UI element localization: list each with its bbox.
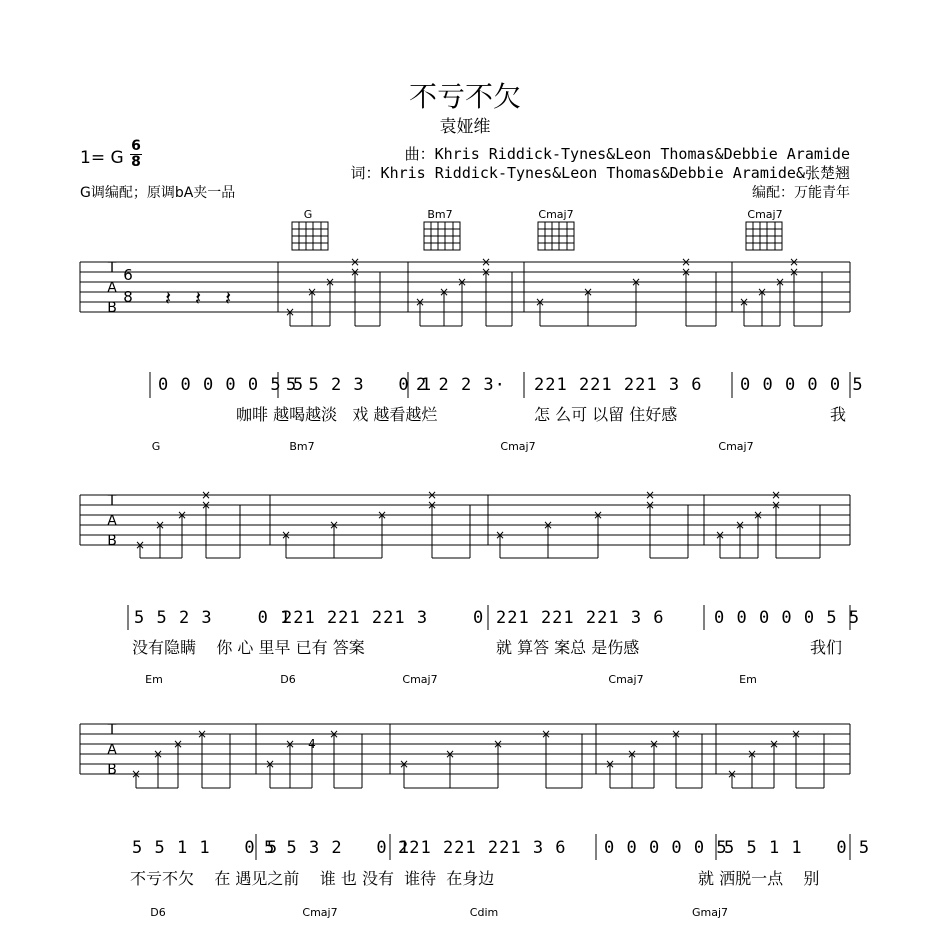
tab-note: × [494,528,506,542]
tab-letter: B [107,300,117,316]
chord-name: Gmaj7 [691,906,729,919]
tab-note: × [582,285,594,299]
chord-name: Bm7 [289,440,315,453]
tab-letter: A [107,742,117,758]
tab-note: × [349,265,361,279]
jianpu-measure: 0 0 0 0 0 5 5 [714,608,861,628]
lyricist-credit: 词：Khris Riddick-Tynes&Leon Thomas&Debbie Aramide&张楚翘 [350,164,850,182]
tab-note: × [414,295,426,309]
tab-note: × [196,727,208,741]
composer-credit: 曲：Khris Riddick-Tynes&Leon Thomas&Debbie Aramide [404,145,850,163]
jianpu-measure: 221 221 221 3 6 [496,608,665,628]
tab-note: × [788,265,800,279]
lyric-line: 我 [830,405,847,424]
chord-name: G [303,208,313,221]
tab-note: × [134,538,146,552]
jianpu-measure: 2 2 2 3· [416,375,506,395]
chord-name: Cmaj7 [402,673,438,686]
chord-diagram-g [292,222,328,250]
time-signature-top: 6 [131,138,141,154]
jianpu-measure: 0 0 0 0 0 5 5 [158,375,305,395]
tab-note: × [644,488,656,502]
tab-note: × [280,528,292,542]
tab-note: × [534,295,546,309]
rest-symbol: 𝄽 [224,286,232,310]
jianpu-measure: 5 5 1 1 0 5 [132,838,279,858]
jianpu-measure: 221 221 221 3 6 [398,838,567,858]
jianpu-measure: 221 221 221 3 6 [534,375,703,395]
tab-note: × [540,727,552,741]
lyric-line: 就 算答 案总 是伤感 [496,638,640,657]
lyric-line: 我们 [810,638,843,657]
chord-diagram-bm7 [424,222,460,250]
tab-note: × [480,255,492,269]
tab-note: × [714,528,726,542]
tab-note: × [328,727,340,741]
chord-name: Em [145,673,163,686]
tab-note: × [176,508,188,522]
chord-name: D6 [280,673,296,686]
arranger-credit: 编配：万能青年 [752,185,850,201]
jianpu-measure: 221 221 221 3 0 [282,608,485,628]
chord-name: Em [739,673,757,686]
tab-note: × [592,508,604,522]
tab-letter: B [107,762,117,778]
tab-note: × [480,265,492,279]
tab-note: × [746,747,758,761]
tab-note: × [438,285,450,299]
chord-name: Bm7 [427,208,453,221]
tab-note: × [398,757,410,771]
lyric-line: 怎 么可 以留 住好感 [534,405,678,424]
tab-note: × [738,295,750,309]
rest-symbol: 𝄽 [194,286,202,310]
tab-note: × [604,757,616,771]
tab-note: × [264,757,276,771]
lyric-line: 咖啡 越喝越淡 戏 越看越烂 [236,405,438,424]
chord-name: Cdim [469,906,499,919]
tab-note: × [756,285,768,299]
tab-letter: B [107,533,117,549]
tab-note: × [426,498,438,512]
tab-note: × [644,498,656,512]
chord-name: Cmaj7 [302,906,338,919]
lyric-line: 不亏不欠 在 遇见之前 谁 也 没有 谁待 在身边 [130,869,495,888]
capo-note: G调编配；原调bA夹一品 [80,185,236,201]
tab-note: × [200,498,212,512]
tab-note: × [648,737,660,751]
tab-letter: T [107,722,117,738]
tab-note: × [788,255,800,269]
tab-note: × [376,508,388,522]
tab-letter: T [107,493,117,509]
tab-note: × [284,305,296,319]
chord-diagram-cmaj7 [746,222,782,250]
tab-note: × [426,488,438,502]
tab-note: × [324,275,336,289]
lyric-line: 没有隐瞒 你 心 里早 已有 答案 [132,638,365,657]
chord-name: Cmaj7 [500,440,536,453]
tab-note: × [752,508,764,522]
chord-name: Cmaj7 [538,208,574,221]
chord-name: D6 [150,906,166,919]
artist-name: 袁娅维 [439,117,491,137]
jianpu-measure: 5 5 1 1 0 5 [724,838,871,858]
rest-symbol: 𝄽 [164,286,172,310]
tab-note: × [734,518,746,532]
tab-note: 4 [308,737,316,751]
lyric-line: 就 洒脱一点 别 [698,869,820,888]
tab-note: × [444,747,456,761]
tab-note: × [284,737,296,751]
jianpu-measure: 5 5 2 3 0 1 [134,608,292,628]
tab-note: × [768,737,780,751]
tab-note: × [630,275,642,289]
tab-note: × [680,265,692,279]
chord-name: Cmaj7 [747,208,783,221]
tab-note: × [492,737,504,751]
tab-note: × [790,727,802,741]
tab-note: × [172,737,184,751]
tab-note: × [670,727,682,741]
jianpu-measure: 0 0 0 0 0 5 [740,375,864,395]
tab-note: × [770,498,782,512]
tab-letter: A [107,280,117,296]
song-title: 不亏不欠 [408,80,521,113]
tab-note: × [306,285,318,299]
tab-letter: T [107,260,117,276]
tab-note: × [774,275,786,289]
tab-time-top: 6 [123,266,133,284]
chord-name: Cmaj7 [608,673,644,686]
tab-note: × [680,255,692,269]
tab-note: × [328,518,340,532]
tab-note: × [130,767,142,781]
jianpu-measure: 0 0 0 0 0 5 [604,838,728,858]
time-signature-bottom: 8 [131,154,141,170]
tab-note: × [770,488,782,502]
tab-note: × [152,747,164,761]
tab-note: × [349,255,361,269]
tab-note: × [154,518,166,532]
jianpu-measure: 5 5 3 2 0 1 [264,838,411,858]
jianpu-measure: 5 5 2 3 0 1 [286,375,433,395]
key-signature: 1= G [80,148,124,168]
tab-letter: A [107,513,117,529]
tab-note: × [726,767,738,781]
chord-name: G [151,440,161,453]
chord-diagram-cmaj7 [538,222,574,250]
tab-time-bottom: 8 [123,288,133,306]
tab-note: × [456,275,468,289]
tab-note: × [626,747,638,761]
tab-note: × [200,488,212,502]
tab-note: × [542,518,554,532]
chord-name: Cmaj7 [718,440,754,453]
